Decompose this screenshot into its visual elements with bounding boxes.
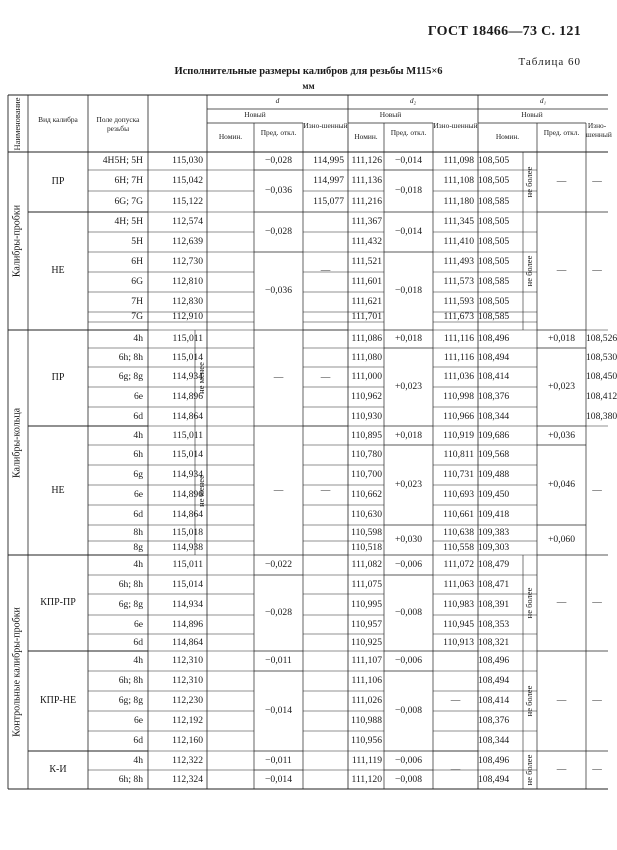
d-limit-cell: −0,028 bbox=[265, 226, 292, 237]
d1-limit-cell: — bbox=[556, 176, 567, 187]
d2-limit-cell: −0,014 bbox=[395, 226, 422, 237]
d1-nominal-cell: 108,585 bbox=[478, 195, 510, 207]
d2-nominal-cell: 110,988 bbox=[351, 715, 382, 726]
d-nominal-cell: 114,938 bbox=[172, 542, 203, 553]
d2-nominal-cell: 111,080 bbox=[351, 351, 382, 363]
d-worn-merged: — bbox=[320, 372, 331, 383]
d2-limit-cell: +0,018 bbox=[395, 429, 422, 441]
d1-nominal-cell: 108,505 bbox=[478, 256, 510, 267]
d2-limit-cell: −0,008 bbox=[395, 607, 422, 618]
d1-nominal-cell: 109,568 bbox=[478, 449, 510, 460]
d-limit-cell: — bbox=[273, 484, 284, 496]
d-nominal-cell: 112,322 bbox=[172, 754, 203, 766]
d-nominal-cell: 112,310 bbox=[172, 655, 203, 666]
d1-worn-merged: — bbox=[592, 176, 602, 187]
d-nominal-cell: 112,830 bbox=[172, 296, 203, 307]
d2-nominal-cell: 111,601 bbox=[351, 276, 382, 287]
vertical-note: не менее bbox=[196, 474, 206, 507]
d2-worn-cell: 111,593 bbox=[443, 296, 474, 307]
d-nominal-cell: 112,639 bbox=[172, 236, 203, 247]
d-nominal-cell: 114,864 bbox=[172, 410, 203, 422]
d1-worn-cell: 108,526 bbox=[586, 333, 617, 344]
tolerance-cell: 6g; 8g bbox=[118, 371, 143, 382]
d2-worn-cell: 110,731 bbox=[443, 469, 474, 480]
d1-nominal-cell: 108,376 bbox=[478, 391, 510, 402]
d2-nominal-cell: 110,957 bbox=[351, 618, 382, 630]
tolerance-cell: 6G; 7G bbox=[114, 195, 143, 207]
d1-worn-cell: 108,450 bbox=[586, 371, 617, 382]
d2-limit-cell: −0,006 bbox=[395, 559, 422, 570]
d-limit-cell: — bbox=[273, 372, 284, 383]
d-nominal-cell: 115,122 bbox=[172, 195, 203, 207]
d2-nominal-cell: 111,120 bbox=[351, 773, 382, 785]
d-nominal-cell: 115,030 bbox=[172, 155, 203, 166]
d-limit-cell: −0,014 bbox=[265, 773, 292, 785]
d2-worn-cell: 110,966 bbox=[443, 410, 474, 422]
header-tolerance: Поле допуска резьбы bbox=[96, 115, 140, 133]
d-nominal-cell: 112,160 bbox=[172, 735, 203, 746]
tolerance-cell: 6d bbox=[133, 410, 143, 422]
d2-worn-cell: 111,098 bbox=[443, 155, 474, 166]
d2-nominal-cell: 110,630 bbox=[351, 509, 382, 520]
d2-nominal-cell: 111,621 bbox=[351, 296, 382, 307]
tolerance-cell: 4h bbox=[133, 333, 143, 344]
d2-limit-cell: +0,018 bbox=[395, 333, 422, 344]
d2-worn-cell: 111,410 bbox=[443, 236, 474, 247]
d-nominal-cell: 115,014 bbox=[172, 351, 203, 363]
vertical-note: не более bbox=[524, 685, 534, 717]
d-nominal-cell: 115,018 bbox=[172, 527, 203, 538]
d-nominal-cell: 114,896 bbox=[172, 391, 203, 402]
d1-nominal-cell: 108,344 bbox=[478, 735, 510, 746]
header-limit: Пред. откл. bbox=[260, 128, 297, 137]
d2-nominal-cell: 110,662 bbox=[351, 489, 382, 500]
header-name: Наименование bbox=[12, 97, 22, 150]
d1-nominal-cell: 109,418 bbox=[478, 509, 510, 520]
d-limit-cell: −0,036 bbox=[265, 285, 292, 296]
d-worn-cell: 114,997 bbox=[313, 174, 344, 186]
d2-nominal-cell: 110,518 bbox=[351, 542, 382, 553]
d2-nominal-cell: 110,700 bbox=[351, 469, 382, 480]
d1-limit-cell: +0,023 bbox=[548, 381, 575, 392]
caption-unit: мм bbox=[302, 81, 315, 91]
header-worn: Изно-шенный bbox=[433, 121, 478, 130]
d2-nominal-cell: 111,521 bbox=[351, 256, 382, 267]
header-new: Новый bbox=[244, 110, 266, 119]
d1-limit-cell: — bbox=[556, 597, 567, 608]
tolerance-cell: 7H bbox=[131, 296, 143, 307]
d1-limit-cell: +0,046 bbox=[548, 479, 575, 490]
d1-limit-cell: — bbox=[556, 764, 567, 775]
tolerance-cell: 6e bbox=[133, 391, 143, 402]
d2-worn-cell: 111,036 bbox=[443, 371, 474, 382]
d-nominal-cell: 114,896 bbox=[172, 489, 203, 500]
d-nominal-cell: 115,011 bbox=[172, 429, 203, 441]
d-nominal-cell: 115,011 bbox=[172, 559, 203, 570]
d2-limit-cell: −0,008 bbox=[395, 773, 422, 785]
tolerance-cell: 6d bbox=[133, 636, 143, 648]
d2-nominal-cell: 111,216 bbox=[351, 195, 382, 207]
d-nominal-cell: 112,910 bbox=[172, 311, 203, 322]
d2-worn-cell: 111,072 bbox=[443, 559, 474, 570]
d2-limit-cell: +0,023 bbox=[395, 381, 422, 392]
tolerance-cell: 6H; 7H bbox=[114, 174, 143, 186]
header-worn: Изно-шенный bbox=[303, 121, 348, 130]
tolerance-cell: 4h bbox=[133, 429, 143, 441]
d2-nominal-cell: 111,432 bbox=[351, 236, 382, 247]
d-limit-cell: −0,022 bbox=[265, 559, 292, 570]
d1-limit-cell: — bbox=[556, 695, 567, 706]
d1-limit-cell: — bbox=[556, 265, 567, 276]
vertical-note: не более bbox=[524, 255, 534, 287]
tolerance-cell: 4H5H; 5H bbox=[102, 155, 143, 166]
tolerance-cell: 6H bbox=[131, 256, 143, 267]
d-nominal-cell: 114,896 bbox=[172, 618, 203, 630]
d-limit-cell: −0,028 bbox=[265, 607, 292, 618]
kind-label: КПР-НЕ bbox=[39, 695, 77, 706]
tolerance-cell: 6e bbox=[133, 715, 143, 726]
d2-limit-cell: −0,014 bbox=[395, 155, 422, 166]
d1-nominal-cell: 108,494 bbox=[478, 773, 510, 785]
kind-label: КПР-ПР bbox=[40, 597, 76, 608]
d2-nominal-cell: 110,995 bbox=[351, 598, 382, 610]
d1-worn-cell: 108,530 bbox=[586, 351, 617, 363]
d1-nominal-cell: 108,505 bbox=[478, 296, 510, 307]
header-nominal: Номин. bbox=[218, 132, 243, 141]
tolerance-cell: 7G bbox=[131, 311, 143, 322]
d-nominal-cell: 115,011 bbox=[172, 333, 203, 344]
d2-limit-cell: −0,018 bbox=[395, 185, 422, 196]
tolerance-cell: 8g bbox=[133, 542, 143, 553]
d2-nominal-cell: 111,701 bbox=[351, 311, 382, 322]
header-nominal: Номин. bbox=[495, 132, 520, 141]
d2-nominal-cell: 110,925 bbox=[351, 636, 382, 648]
d1-limit-cell: +0,036 bbox=[548, 429, 575, 441]
d1-nominal-cell: 109,686 bbox=[478, 429, 510, 441]
d2-nominal-cell: 110,962 bbox=[351, 391, 382, 402]
kind-label: НЕ bbox=[51, 265, 65, 276]
d-nominal-cell: 114,864 bbox=[172, 636, 203, 648]
kind-label: НЕ bbox=[51, 484, 65, 496]
d2-worn-merged: — bbox=[450, 695, 461, 706]
d2-worn-merged: — bbox=[450, 764, 461, 775]
tolerance-cell: 6d bbox=[133, 735, 143, 746]
kind-label: ПР bbox=[51, 372, 65, 383]
d2-nominal-cell: 110,895 bbox=[351, 429, 382, 441]
d1-worn-merged: — bbox=[592, 265, 602, 276]
d1-nominal-cell: 108,376 bbox=[478, 715, 510, 726]
d2-nominal-cell: 111,026 bbox=[351, 695, 382, 706]
d-limit-cell: −0,028 bbox=[265, 155, 292, 166]
d1-nominal-cell: 109,450 bbox=[478, 489, 510, 500]
d-nominal-cell: 112,574 bbox=[172, 216, 203, 227]
d2-worn-cell: 111,673 bbox=[443, 311, 474, 322]
d1-nominal-cell: 108,505 bbox=[478, 155, 510, 166]
tolerance-cell: 6d bbox=[133, 509, 143, 520]
d-nominal-cell: 112,230 bbox=[172, 695, 203, 706]
d1-worn-merged: — bbox=[592, 484, 602, 496]
d-limit-cell: −0,014 bbox=[265, 705, 292, 716]
d1-nominal-cell: 109,383 bbox=[478, 527, 510, 538]
d1-worn-cell: 108,412 bbox=[586, 391, 617, 402]
d2-nominal-cell: 111,075 bbox=[351, 578, 382, 590]
d2-worn-cell: 110,919 bbox=[443, 429, 474, 441]
tolerance-cell: 6g; 8g bbox=[118, 598, 143, 610]
d1-nominal-cell: 108,505 bbox=[478, 236, 510, 247]
d2-worn-cell: 111,108 bbox=[443, 174, 474, 186]
d2-nominal-cell: 111,367 bbox=[351, 216, 382, 227]
d-nominal-cell: 112,324 bbox=[172, 773, 203, 785]
d2-worn-cell: 110,811 bbox=[443, 449, 474, 460]
document-title: ГОСТ 18466—73 С. 121 bbox=[427, 24, 581, 39]
header-limit: Пред. откл. bbox=[390, 128, 427, 137]
d2-nominal-cell: 111,000 bbox=[351, 371, 382, 382]
d2-nominal-cell: 110,930 bbox=[351, 410, 382, 422]
tolerance-cell: 4h bbox=[133, 559, 143, 570]
d2-worn-cell: 111,063 bbox=[443, 578, 474, 590]
d2-worn-cell: 110,983 bbox=[443, 598, 474, 610]
section-label: Калибры-кольца bbox=[11, 407, 23, 478]
vertical-note: не более bbox=[524, 587, 534, 619]
tolerance-cell: 6h; 8h bbox=[118, 578, 143, 590]
d1-nominal-cell: 108,585 bbox=[478, 276, 510, 287]
d-nominal-cell: 112,810 bbox=[172, 276, 203, 287]
d1-nominal-cell: 108,321 bbox=[478, 636, 510, 648]
d2-worn-cell: 111,116 bbox=[443, 351, 474, 363]
d1-nominal-cell: 108,496 bbox=[478, 655, 510, 666]
d2-worn-cell: 111,180 bbox=[443, 195, 474, 207]
header-d1: d₁ bbox=[539, 96, 547, 105]
header-d: d bbox=[275, 96, 280, 105]
d2-worn-cell: 111,573 bbox=[443, 276, 474, 287]
d1-nominal-cell: 108,496 bbox=[478, 754, 510, 766]
kind-label: К-И bbox=[49, 764, 67, 775]
d1-nominal-cell: 108,585 bbox=[478, 311, 510, 322]
header-new: Новый bbox=[521, 110, 543, 119]
section-label: Калибры-пробки bbox=[11, 204, 23, 278]
tolerance-cell: 4h bbox=[133, 754, 143, 766]
header-worn: Изно-шенный bbox=[586, 121, 612, 139]
header-d2: d₂ bbox=[409, 96, 417, 105]
tolerance-cell: 6e bbox=[133, 489, 143, 500]
d2-worn-cell: 110,998 bbox=[443, 391, 474, 402]
d2-nominal-cell: 110,956 bbox=[351, 735, 382, 746]
d-limit-cell: −0,011 bbox=[265, 754, 292, 766]
d-nominal-cell: 112,192 bbox=[172, 715, 203, 726]
d2-worn-cell: 110,638 bbox=[443, 527, 474, 538]
d2-worn-cell: 110,945 bbox=[443, 618, 474, 630]
d2-worn-cell: 110,913 bbox=[443, 636, 474, 648]
tolerance-cell: 8h bbox=[133, 527, 143, 538]
tolerance-cell: 5H bbox=[131, 236, 143, 247]
d-worn-cell: 115,077 bbox=[313, 195, 344, 207]
d1-nominal-cell: 109,488 bbox=[478, 469, 510, 480]
d2-limit-cell: −0,008 bbox=[395, 705, 422, 716]
tolerance-cell: 4H; 5H bbox=[114, 216, 143, 227]
d2-limit-cell: −0,006 bbox=[395, 655, 422, 666]
tolerance-cell: 6h; 8h bbox=[118, 351, 143, 363]
tolerance-cell: 6g bbox=[133, 469, 143, 480]
d2-nominal-cell: 111,107 bbox=[351, 655, 382, 666]
d2-nominal-cell: 111,119 bbox=[351, 754, 382, 766]
d-nominal-cell: 114,934 bbox=[172, 598, 203, 610]
table-label: Таблица 60 bbox=[518, 56, 581, 68]
tolerance-cell: 6G bbox=[131, 276, 143, 287]
d1-nominal-cell: 108,344 bbox=[478, 410, 510, 422]
d1-nominal-cell: 108,494 bbox=[478, 675, 510, 686]
vertical-note: не менее bbox=[196, 362, 206, 394]
d1-nominal-cell: 108,353 bbox=[478, 618, 510, 630]
kind-label: ПР bbox=[51, 176, 65, 187]
d-limit-cell: −0,011 bbox=[265, 655, 292, 666]
d-worn-merged: — bbox=[320, 265, 331, 276]
tolerance-cell: 6e bbox=[133, 618, 143, 630]
vertical-note: не более bbox=[524, 166, 534, 198]
table-caption: Исполнительные размеры калибров для резьбы M115×6 bbox=[174, 66, 443, 77]
tolerance-cell: 6g; 8g bbox=[118, 695, 143, 706]
header-kind: Вид калибра bbox=[38, 115, 78, 124]
d2-limit-cell: −0,006 bbox=[395, 754, 422, 766]
d-nominal-cell: 115,014 bbox=[172, 578, 203, 590]
d1-nominal-cell: 108,414 bbox=[478, 371, 510, 382]
vertical-note: не более bbox=[524, 754, 534, 786]
d-nominal-cell: 112,730 bbox=[172, 256, 203, 267]
d1-nominal-cell: 109,303 bbox=[478, 542, 510, 553]
d1-nominal-cell: 108,471 bbox=[478, 578, 510, 590]
d1-nominal-cell: 108,414 bbox=[478, 695, 510, 706]
d2-worn-cell: 111,345 bbox=[443, 216, 474, 227]
d2-nominal-cell: 111,136 bbox=[351, 174, 382, 186]
d1-nominal-cell: 108,494 bbox=[478, 351, 510, 363]
d2-nominal-cell: 110,598 bbox=[351, 527, 382, 538]
d2-limit-cell: −0,018 bbox=[395, 285, 422, 296]
d2-nominal-cell: 111,126 bbox=[351, 155, 382, 166]
d-limit-cell: −0,036 bbox=[265, 185, 292, 196]
d2-nominal-cell: 111,086 bbox=[351, 333, 382, 344]
d1-worn-merged: — bbox=[592, 597, 602, 608]
d1-nominal-cell: 108,479 bbox=[478, 559, 510, 570]
d-worn-cell: 114,995 bbox=[313, 155, 344, 166]
d2-nominal-cell: 111,082 bbox=[351, 559, 382, 570]
d1-limit-cell: +0,060 bbox=[548, 534, 575, 545]
d2-nominal-cell: 111,106 bbox=[351, 675, 382, 686]
d1-worn-merged: — bbox=[592, 764, 602, 775]
d-worn-merged: — bbox=[320, 484, 331, 496]
d1-nominal-cell: 108,496 bbox=[478, 333, 510, 344]
d1-nominal-cell: 108,505 bbox=[478, 216, 510, 227]
d-nominal-cell: 115,014 bbox=[172, 449, 203, 460]
header-nominal: Номин. bbox=[354, 132, 378, 141]
header-new: Новый bbox=[379, 110, 402, 119]
tolerance-cell: 6h bbox=[133, 449, 143, 460]
d-nominal-cell: 114,934 bbox=[172, 469, 203, 480]
d1-worn-cell: 108,380 bbox=[586, 410, 617, 422]
d-nominal-cell: 115,042 bbox=[172, 174, 203, 186]
d1-worn-merged: — bbox=[592, 695, 602, 706]
d2-worn-cell: 110,693 bbox=[443, 489, 474, 500]
d1-limit-cell: +0,018 bbox=[548, 333, 575, 344]
tolerance-cell: 4h bbox=[133, 655, 143, 666]
section-label: Контрольные калибры-пробки bbox=[11, 607, 23, 737]
d-nominal-cell: 114,934 bbox=[172, 371, 203, 382]
d2-limit-cell: +0,023 bbox=[395, 479, 422, 490]
d-nominal-cell: 112,310 bbox=[172, 675, 203, 686]
d2-worn-cell: 111,116 bbox=[443, 333, 474, 344]
d1-nominal-cell: 108,391 bbox=[478, 598, 510, 610]
tolerance-cell: 6h; 8h bbox=[118, 675, 143, 686]
header-limit: Пред. откл. bbox=[543, 128, 580, 137]
tolerance-cell: 6h; 8h bbox=[118, 773, 143, 785]
d-nominal-cell: 114,864 bbox=[172, 509, 203, 520]
d2-nominal-cell: 110,780 bbox=[351, 449, 382, 460]
d2-worn-cell: 111,493 bbox=[443, 256, 474, 267]
d1-nominal-cell: 108,505 bbox=[478, 174, 510, 186]
d2-worn-cell: 110,558 bbox=[443, 542, 474, 553]
d2-worn-cell: 110,661 bbox=[443, 509, 474, 520]
d2-limit-cell: +0,030 bbox=[395, 534, 422, 545]
